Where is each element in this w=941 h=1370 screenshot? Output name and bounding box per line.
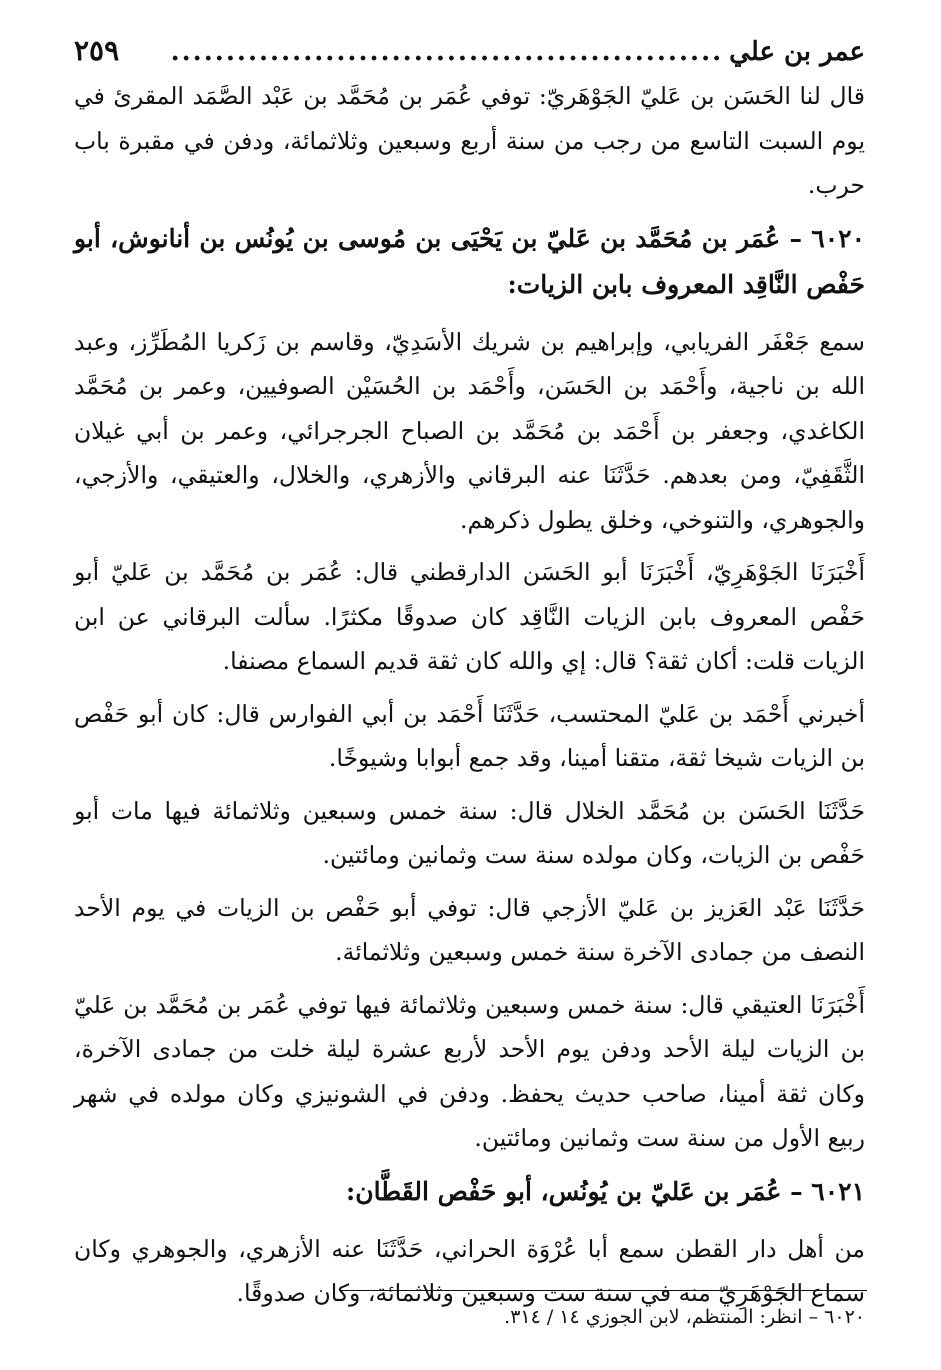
footnote: ٦٠٢٠ – انظر: المنتظم، لابن الجوزي ١٤ / ٣١٤. [504,1306,865,1328]
paragraph-muhtasib: أخبرني أَحْمَد بن عَليّ المحتسب، حَدَّثَنَا أَحْمَد بن أبي الفوارس قال: كان أبو حَفْص بن الزيات شيخا ثقة، متقنا أمينا، وقد جمع أبوابا وشيوخًا. [74,699,865,772]
header-leader-dots: .................................................. [170,37,724,67]
entry-heading-6020: ٦٠٢٠ – عُمَر بن مُحَمَّد بن عَليّ بن يَحْيَى بن مُوسى بن يُونُس بن أنانوش، أبو حَفْص النَّاقِد المعروف بابن الزيات: [74,223,865,299]
paragraph-teachers: سمع جَعْفَر الفريابي، وإبراهيم بن شريك الأسَدِيّ، وقاسم بن زَكريا المُطَرِّز، وعبد الله بن ناجية، وأَحْمَد بن الحَسَن، وأَحْمَد بن الحُسَيْن الصوفيين، وعمر بن مُحَمَّد الكاغدي، وجعفر بن أَحْمَد بن مُحَمَّد بن الصباح الجرجرائي، وعمر بن أبي غيلان الثَّقَفِيّ، ومن بعدهم. حَدَّثَنَا عنه البرقاني والأزهري، والخلال، والعتيقي، والأزجي، والجوهري، والتنوخي، وخلق يطول ذكرهم. [74,327,865,534]
paragraph-khallal: حَدَّثَنَا الحَسَن بن مُحَمَّد الخلال قال: سنة خمس وسبعين وثلاثمائة فيها مات أبو حَفْص بن الزيات، وكان مولده سنة ست وثمانين ومائتين. [74,796,865,869]
page-number: ٢٥٩ [74,34,120,67]
header-title: عمر بن علي [729,37,865,67]
entry-heading-6021: ٦٠٢١ – عُمَر بن عَليّ بن يُونُس، أبو حَفْص القَطَّان: [346,1176,865,1206]
paragraph-azaji: حَدَّثَنَا عَبْد العَزيز بن عَليّ الأزجي قال: توفي أبو حَفْص بن الزيات في يوم الأحد النصف من جمادى الآخرة سنة خمس وسبعين وثلاثمائة. [74,893,865,966]
paragraph-dar-alqutn: من أهل دار القطن سمع أبا عُرْوَة الحراني، حَدَّثَنَا عنه الأزهري، والجوهري وكان سماع الجَوْهَرِيّ منه في سنة ست وسبعين وثلاثمائة، وكان صدوقًا. [74,1234,865,1307]
footnote-divider [340,1290,867,1291]
paragraph-atiqi: أَخْبَرَنَا العتيقي قال: سنة خمس وسبعين وثلاثمائة فيها توفي عُمَر بن مُحَمَّد بن عَليّ بن الزيات ليلة الأحد ودفن يوم الأحد لأربع عشرة ليلة خلت من جمادى الآخرة، وكان ثقة أمينا، صاحب حديث يحفظ. ودفن في الشونيزي وكان مولده في شهر ربيع الأول من سنة ست وثمانين ومائتين. [74,990,865,1152]
paragraph-death-note: قال لنا الحَسَن بن عَليّ الجَوْهَريّ: توفي عُمَر بن مُحَمَّد بن عَبْد الصَّمَد المقرئ في يوم السبت التاسع من رجب من سنة أربع وسبعين وثلاثمائة، ودفن في مقبرة باب حرب. [74,82,865,199]
running-header [74,34,865,74]
paragraph-daraqutni: أَخْبَرَنَا الجَوْهَرِيّ، أَخْبَرَنَا أبو الحَسَن الدارقطني قال: عُمَر بن مُحَمَّد بن عَليّ أبو حَفْص المعروف بابن الزيات النَّاقِد كان صدوقًا مكثرًا. سألت البرقاني عن ابن الزيات قلت: أكان ثقة؟ قال: إي والله كان ثقة قديم السماع مصنفا. [74,558,865,675]
